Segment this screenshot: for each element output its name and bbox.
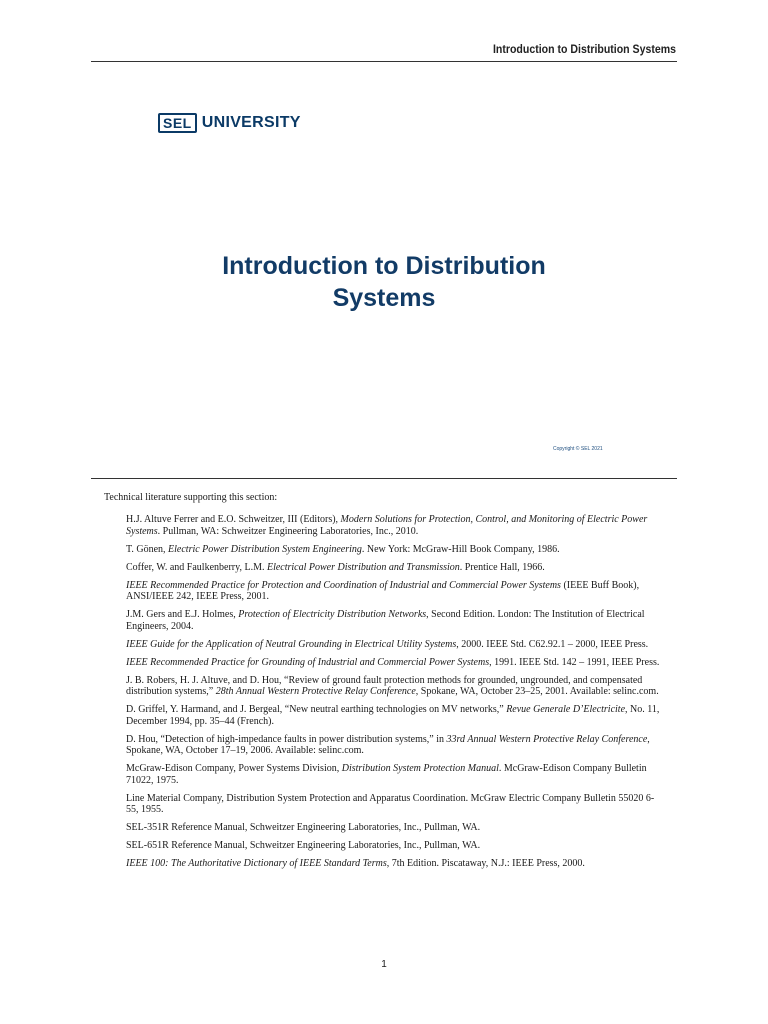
reference-item (126, 822, 666, 834)
reference-text: , 7th Edition. Piscataway, N.J.: IEEE Press, 2000. (386, 858, 585, 869)
reference-text: . Prentice Hall, 1966. (459, 561, 545, 573)
reference-title: Modern Solutions for Protection, Control, and Monitoring of Electric Power Systems (126, 514, 648, 537)
reference-item (126, 793, 666, 816)
reference-title: Distribution System Protection Manual (341, 763, 499, 774)
reference-item (126, 609, 666, 632)
reference-title: IEEE 100: The Authoritative Dictionary of IEEE Standard Terms (126, 858, 387, 869)
page-title-line-1: Introduction to Distribution (222, 252, 546, 280)
reference-text: , Second Edition. London: The Institution of Electrical Engineers, 2004. (126, 609, 645, 632)
reference-title: IEEE Recommended Practice for Grounding of Industrial and Commercial Power Systems (126, 656, 490, 668)
logo-word: UNIVERSITY (201, 114, 301, 131)
reference-text: T. Gönen, (126, 543, 169, 555)
reference-text: SEL-351R Reference Manual, Schweitzer Engineering Laboratories, Inc., Pullman, WA. (126, 822, 481, 833)
reference-item (126, 675, 666, 698)
reference-item (126, 639, 666, 651)
reference-title: Electric Power Distribution System Engineering (168, 543, 362, 555)
running-header: Introduction to Distribution Systems (492, 42, 676, 56)
reference-item (126, 840, 666, 852)
reference-title: IEEE Recommended Practice for Protection and Coordination of Industrial and Commercial Power Systems (126, 579, 561, 591)
page-number: 1 (381, 959, 387, 970)
reference-title: Electrical Power Distribution and Transmission (266, 561, 460, 573)
reference-text: Line Material Company, Distribution System Protection and Apparatus Coordination. McGraw Electric Company Bulletin 55020 6-55, 1955. (126, 792, 655, 815)
reference-text: . Pullman, WA: Schweitzer Engineering Laboratories, Inc., 2010. (157, 525, 419, 537)
reference-text: , Spokane, WA, October 23–25, 2001. Available: selinc.com. (415, 686, 659, 697)
reference-text: , No. 11, December 1994, pp. 35–44 (French). (126, 704, 660, 727)
page-title-line-2: Systems (332, 284, 436, 312)
reference-title: 28th Annual Western Protective Relay Conference (215, 686, 416, 697)
reference-text: , 1991. IEEE Std. 142 – 1991, IEEE Press. (489, 656, 660, 668)
reference-text: SEL-651R Reference Manual, Schweitzer Engineering Laboratories, Inc., Pullman, WA. (126, 840, 481, 851)
reference-title: Protection of Electricity Distribution Networks (238, 609, 427, 620)
reference-text: Coffer, W. and Faulkenberry, L.M. (126, 561, 267, 573)
reference-item (126, 763, 666, 786)
reference-item (126, 858, 666, 870)
reference-text: . McGraw-Edison Company Bulletin 71022, 1975. (126, 763, 647, 786)
reference-text: D. Hou, “Detection of high-impedance faults in power distribution systems,” in (126, 733, 447, 745)
reference-text: J.M. Gers and E.J. Holmes, (126, 609, 239, 620)
reference-item (126, 544, 666, 556)
reference-item (126, 580, 666, 603)
reference-item (126, 734, 666, 757)
page-title (0, 250, 768, 314)
section-divider (91, 478, 677, 479)
reference-text: J. B. Robers, H. J. Altuve, and D. Hou, “Review of ground fault protection methods for grounded, ungrounded, and compensated distribution systems,” (126, 674, 643, 697)
reference-text: McGraw-Edison Company, Power Systems Division, (126, 763, 342, 774)
reference-text: H.J. Altuve Ferrer and E.O. Schweitzer, III (Editors), (126, 514, 341, 525)
references-intro: Technical literature supporting this section: (104, 492, 278, 503)
reference-title: 33rd Annual Western Protective Relay Conference (446, 733, 648, 745)
header-rule (91, 61, 677, 62)
reference-text: . New York: McGraw-Hill Book Company, 1986. (361, 543, 560, 555)
reference-title: Revue Generale D’Electricite (506, 704, 626, 715)
reference-item (126, 657, 666, 669)
reference-text: , 2000. IEEE Std. C62.92.1 – 2000, IEEE Press. (456, 638, 649, 650)
reference-item (126, 514, 666, 537)
reference-item (126, 704, 666, 727)
logo-box-text: SEL (158, 113, 197, 133)
reference-item (126, 562, 666, 574)
sel-university-logo (158, 113, 301, 133)
reference-text: D. Griffel, Y. Harmand, and J. Bergeal, “New neutral earthing technologies on MV networks,” (126, 704, 507, 715)
copyright-notice: Copyright © SEL 2021 (553, 446, 603, 452)
reference-list (126, 514, 666, 876)
reference-title: IEEE Guide for the Application of Neutral Grounding in Electrical Utility Systems (126, 638, 457, 650)
reference-text: , Spokane, WA, October 17–19, 2006. Available: selinc.com. (126, 733, 650, 756)
reference-text: (IEEE Buff Book), ANSI/IEEE 242, IEEE Press, 2001. (126, 579, 640, 602)
